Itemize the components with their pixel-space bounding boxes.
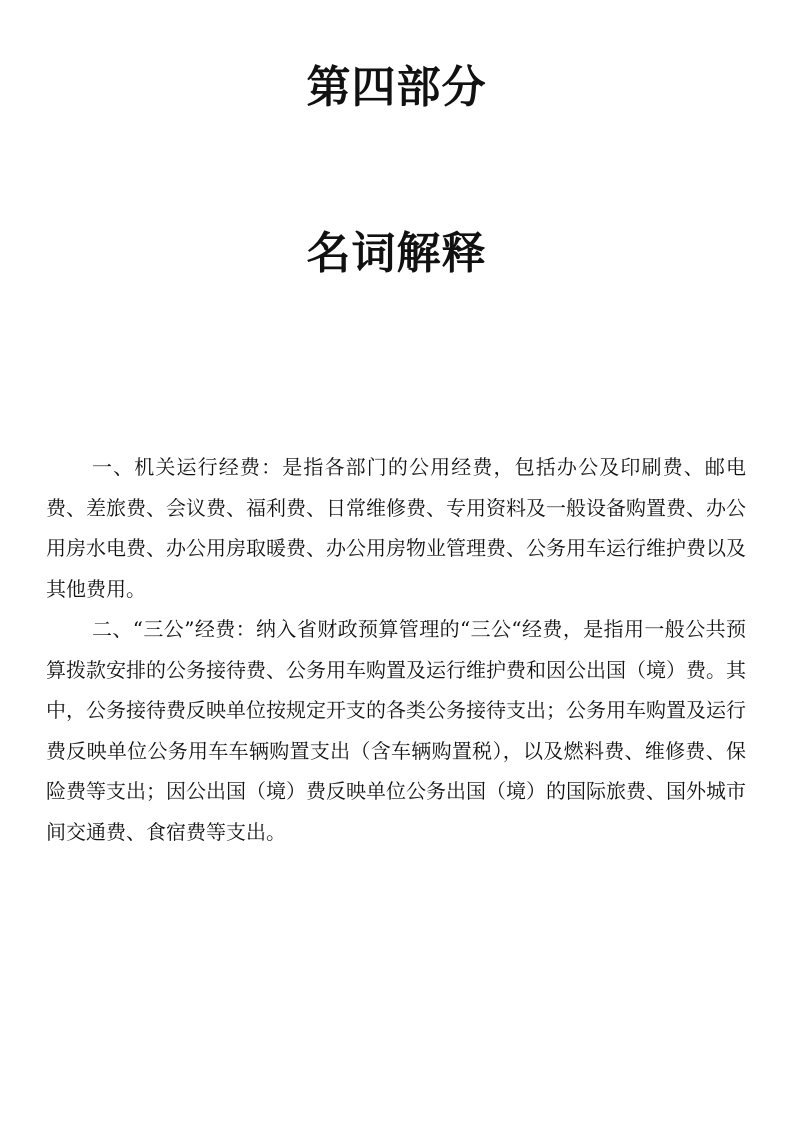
section-title: 名词解释: [306, 228, 487, 279]
paragraph-operating-expenses: 一、机关运行经费：是指各部门的公用经费，包括办公及印刷费、邮电费、差旅费、会议费、福利费、日常维修费、专用资料及一般设备购置费、办公用房水电费、办公用房取暖费、办公用房物业管理费、公务用车运行维护费以及其他费用。: [46, 455, 746, 601]
body-text: [46, 447, 746, 852]
part-label: 第四部分: [306, 62, 487, 113]
paragraph-three-public-expenses: 二、“三公”经费：纳入省财政预算管理的“三公“经费，是指用一般公共预算拨款安排的公务接待费、公务用车购置及运行维护费和因公出国（境）费。其中，公务接待费反映单位按规定开支的各类公务接待支出；公务用车购置及运行费反映单位公务用车车辆购置支出（含车辆购置税），以及燃料费、维修费、保险费等支出；因公出国（境）费反映单位公务出国（境）的国际旅费、国外城市间交通费、食宿费等支出。: [46, 617, 746, 844]
